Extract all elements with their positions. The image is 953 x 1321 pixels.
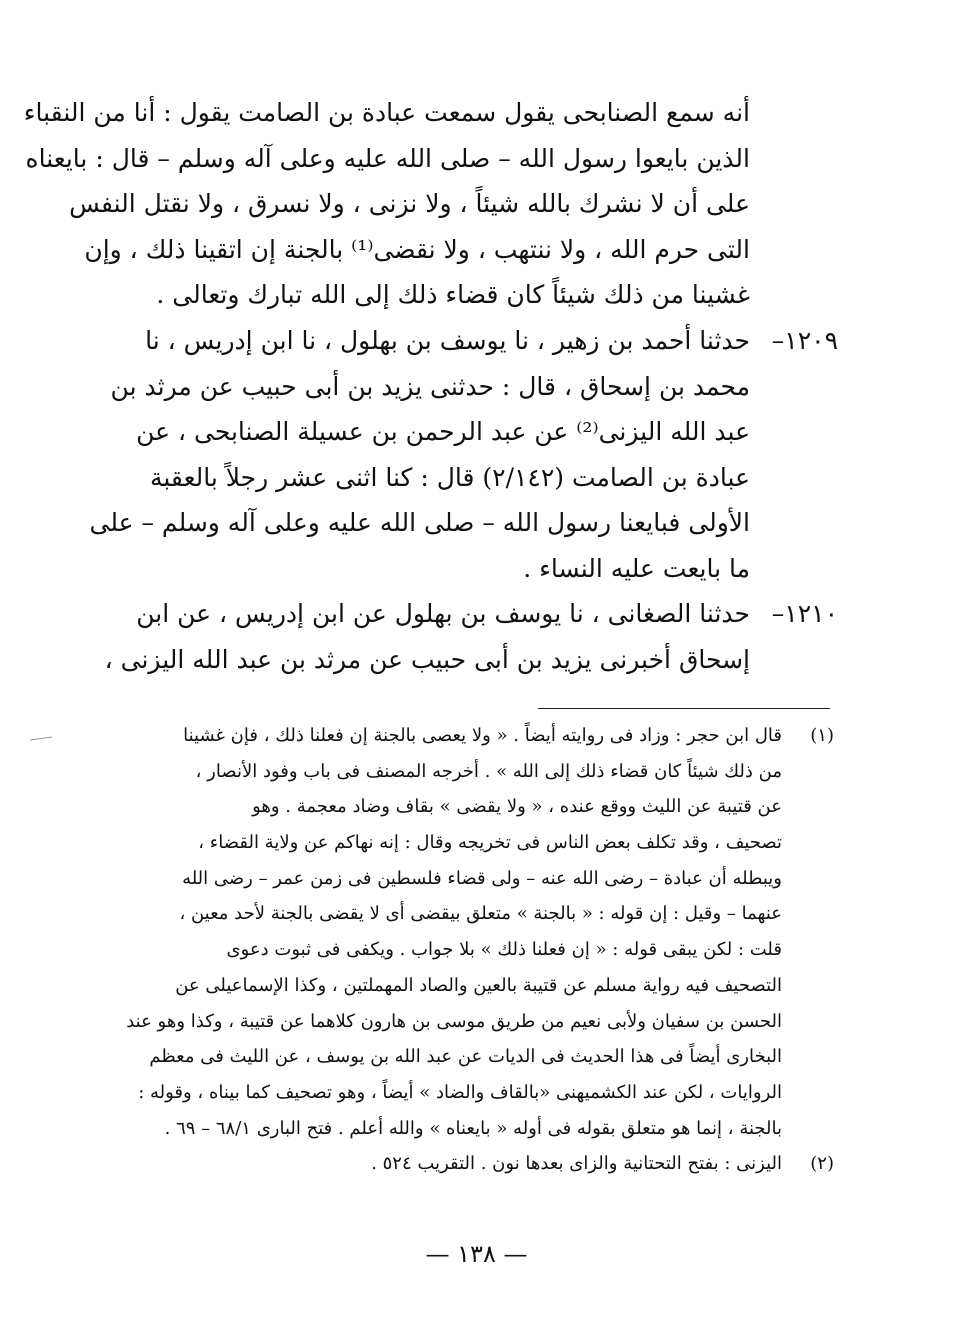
footnote-line: ويبطله أن عبادة – رضى الله عنه – ولى قضاء فلسطين فى زمن عمر – رضى الله: [182, 867, 782, 889]
text-line: إسحاق أخبرنى يزيد بن أبى حبيب عن مرثد بن عبد الله اليزنى ،: [104, 644, 750, 674]
hadith-1209: [89, 318, 838, 591]
hadith-1210: [104, 591, 838, 682]
hadith-number: ١٢٠٩–: [771, 326, 838, 355]
text-line: ما بايعت عليه النساء .: [523, 553, 750, 583]
footnote-line: من ذلك شيئاً كان قضاء ذلك إلى الله » . أخرجه المصنف فى باب وفود الأنصار ،: [195, 760, 782, 782]
hadith-number: ١٢١٠–: [771, 599, 838, 628]
footnote-line: عنهما – وقيل : إن قوله : « بالجنة » متعلق بيقضى أى لا يقضى بالجنة لأحد معين ،: [179, 903, 782, 925]
text-line: التى حرم الله ، ولا ننتهب ، ولا نقضى⁽¹⁾ بالجنة إن اتقينا ذلك ، وإن: [84, 234, 750, 264]
margin-mark: [30, 736, 52, 740]
text-line: أنه سمع الصنابحى يقول سمعت عبادة بن الصامت يقول : أنا من النقباء: [23, 98, 750, 127]
footnote-marker: (٢): [810, 1153, 834, 1174]
footnote-line: اليزنى : بفتح التحتانية والزاى بعدها نون . التقريب ٥٢٤ .: [371, 1153, 782, 1175]
text-line: عبد الله اليزنى⁽²⁾ عن عبد الرحمن بن عسيلة الصنابحى ، عن: [136, 417, 750, 446]
footnote-line: البخارى أيضاً فى هذا الحديث فى الديات عن عبد الله بن يوسف ، عن الليث فى معظم: [149, 1046, 782, 1068]
footnote-separator: [538, 708, 830, 709]
footnotes: [126, 718, 834, 1182]
footnote-line: بالجنة ، إنما هو متعلق بقوله فى أوله « بايعناه » والله أعلم . فتح البارى ٦٨/١ – ٦٩ .: [164, 1117, 782, 1139]
text-line: غشينا من ذلك شيئاً كان قضاء ذلك إلى الله تبارك وتعالى .: [156, 280, 750, 309]
text-line: الأولى فبايعنا رسول الله – صلى الله عليه وعلى آله وسلم – على: [89, 508, 750, 537]
intro-paragraph: [23, 90, 750, 318]
footnote-line: عن قتيبة عن الليث ووقع عنده ، « ولا يقضى » بقاف وضاد معجمة . وهو: [252, 796, 782, 818]
footnote-line: التصحيف فيه رواية مسلم عن قتيبة بالعين والصاد المهملتين ، وكذا الإسماعيلى عن: [175, 974, 782, 996]
footnote-line: تصحيف ، وقد تكلف بعض الناس فى تخريجه وقال : إنه نهاكم عن ولاية القضاء ،: [198, 832, 782, 854]
text-line: الذين بايعوا رسول الله – صلى الله عليه وعلى آله وسلم – قال : بايعناه: [25, 143, 750, 173]
footnote-line: الحسن بن سفيان ولأبى نعيم من طريق موسى بن هارون كلاهما عن قتيبة ، وكذا وهو عند: [126, 1010, 782, 1032]
page-number: — ١٣٨ —: [425, 1240, 528, 1268]
text-line: حدثنا أحمد بن زهير ، نا يوسف بن بهلول ، نا ابن إدريس ، نا: [145, 326, 750, 355]
footnote-line: قلت : لكن يبقى قوله : « إن فعلنا ذلك » بلا جواب . ويكفى فى ثبوت دعوى: [226, 939, 782, 961]
text-line: حدثنا الصغانى ، نا يوسف بن بهلول عن ابن إدريس ، عن ابن: [136, 599, 750, 628]
text-line: عبادة بن الصامت (٢/١٤٢) قال : كنا اثنى عشر رجلاً بالعقبة: [149, 462, 750, 492]
text-line: على أن لا نشرك بالله شيئاً ، ولا نزنى ، ولا نسرق ، ولا نقتل النفس: [69, 189, 750, 218]
footnote-line: قال ابن حجر : وزاد فى روايته أيضاً . « ولا يعصى بالجنة إن فعلنا ذلك ، فإن غشينا: [183, 725, 782, 746]
footnote-marker: (١): [810, 725, 834, 746]
text-line: محمد بن إسحاق ، قال : حدثنى يزيد بن أبى حبيب عن مرثد بن: [110, 371, 750, 401]
footnote-line: الروايات ، لكن عند الكشميهنى «بالقاف والضاد » أيضاً ، وهو تصحيف كما بيناه ، وقوله :: [138, 1081, 782, 1103]
